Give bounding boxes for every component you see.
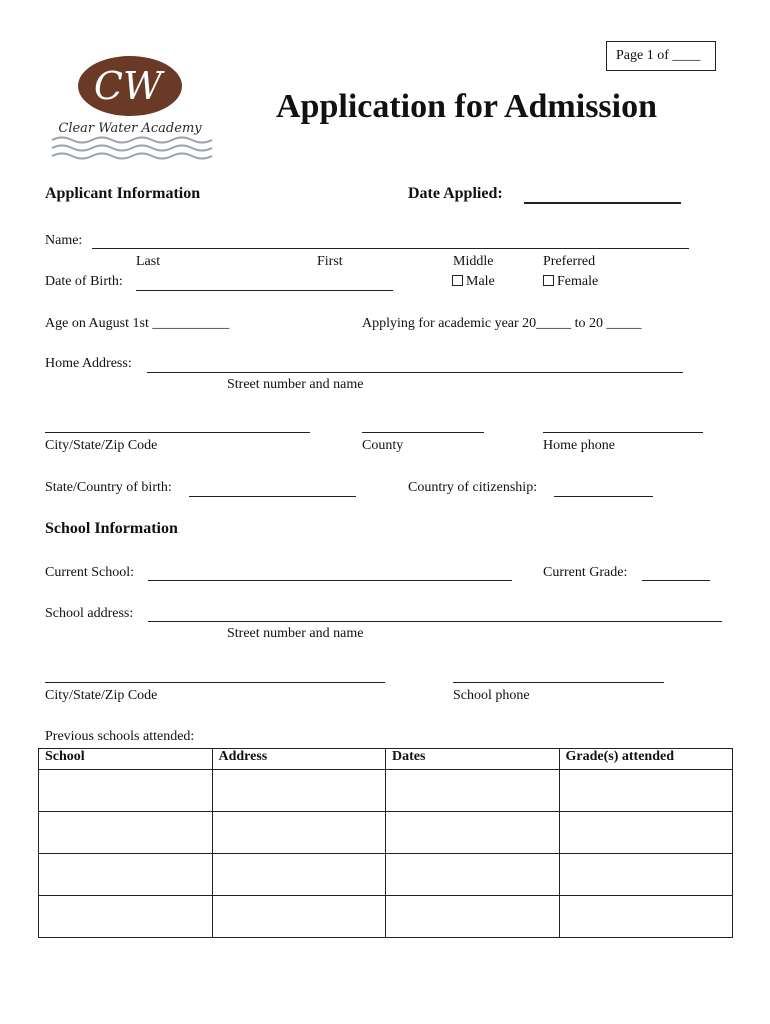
table-header-row [39, 749, 733, 770]
table-cell[interactable] [559, 770, 733, 812]
table-cell[interactable] [386, 812, 560, 854]
academy-logo [48, 52, 213, 167]
age-on-august-field[interactable]: Age on August 1st ___________ [45, 316, 230, 331]
table-row [39, 770, 733, 812]
table-cell[interactable] [39, 770, 213, 812]
table-cell[interactable] [212, 896, 386, 938]
table-cell[interactable] [39, 812, 213, 854]
school-address-field[interactable] [148, 621, 722, 622]
citizenship-label: Country of citizenship: [408, 480, 538, 495]
academic-year-field[interactable]: Applying for academic year 20_____ to 20 _____ [362, 316, 642, 331]
female-checkbox[interactable] [543, 275, 554, 286]
previous-schools-table [38, 748, 733, 938]
school-address-label: School address: [45, 606, 134, 621]
logo-wordmark: Clear Water Academy [58, 121, 202, 136]
date-applied-label: Date Applied: [408, 185, 503, 202]
birth-place-field[interactable] [189, 496, 356, 497]
county-caption: County [362, 438, 404, 453]
gender-female-option[interactable] [543, 274, 598, 290]
column-header-dates: Dates [386, 749, 560, 770]
name-part-last: Last [136, 254, 161, 269]
table-cell[interactable] [212, 854, 386, 896]
home-city-field[interactable] [45, 432, 310, 433]
current-grade-field[interactable] [642, 580, 710, 581]
page-indicator: Page 1 of ____ [606, 41, 716, 71]
column-header-address: Address [212, 749, 386, 770]
column-header-school: School [39, 749, 213, 770]
table-row [39, 896, 733, 938]
table-cell[interactable] [212, 812, 386, 854]
current-school-label: Current School: [45, 565, 135, 580]
table-cell[interactable] [212, 770, 386, 812]
table-cell[interactable] [559, 854, 733, 896]
previous-schools-label: Previous schools attended: [45, 729, 195, 744]
dob-label: Date of Birth: [45, 274, 123, 289]
table-cell[interactable] [386, 896, 560, 938]
school-street-caption: Street number and name [227, 626, 364, 641]
school-phone-caption: School phone [453, 688, 530, 703]
name-part-middle: Middle [453, 254, 494, 269]
name-label: Name: [45, 233, 83, 248]
school-section-heading: School Information [45, 520, 178, 537]
home-street-caption: Street number and name [227, 377, 364, 392]
date-applied-field[interactable] [524, 202, 681, 204]
table-cell[interactable] [39, 854, 213, 896]
column-header-grades: Grade(s) attended [559, 749, 733, 770]
applicant-section-heading: Applicant Information [45, 185, 201, 202]
table-cell[interactable] [559, 896, 733, 938]
school-phone-field[interactable] [453, 682, 664, 683]
table-cell[interactable] [559, 812, 733, 854]
table-cell[interactable] [39, 896, 213, 938]
county-field[interactable] [362, 432, 484, 433]
page-title: Application for Admission [276, 88, 658, 125]
gender-male-option[interactable] [452, 274, 495, 290]
home-phone-field[interactable] [543, 432, 703, 433]
birth-place-label: State/Country of birth: [45, 480, 172, 495]
logo-monogram: CW [93, 64, 163, 108]
male-checkbox[interactable] [452, 275, 463, 286]
table-row [39, 812, 733, 854]
name-field[interactable] [92, 248, 689, 249]
school-city-field[interactable] [45, 682, 385, 683]
home-address-field[interactable] [147, 372, 683, 373]
name-part-preferred: Preferred [543, 254, 596, 269]
home-city-caption: City/State/Zip Code [45, 438, 158, 453]
table-cell[interactable] [386, 770, 560, 812]
table-row [39, 854, 733, 896]
home-phone-caption: Home phone [543, 438, 615, 453]
current-grade-label: Current Grade: [543, 565, 628, 580]
current-school-field[interactable] [148, 580, 512, 581]
home-address-label: Home Address: [45, 356, 132, 371]
name-part-first: First [317, 254, 343, 269]
table-cell[interactable] [386, 854, 560, 896]
citizenship-field[interactable] [554, 496, 653, 497]
school-city-caption: City/State/Zip Code [45, 688, 158, 703]
female-label: Female [557, 274, 599, 289]
dob-field[interactable] [136, 290, 393, 291]
male-label: Male [466, 274, 495, 289]
